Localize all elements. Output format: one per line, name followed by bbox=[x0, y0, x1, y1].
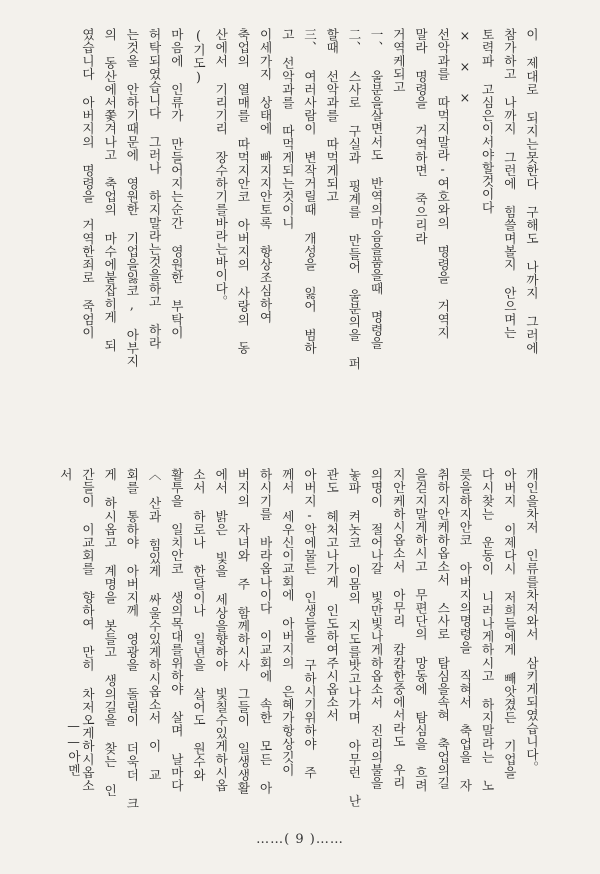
text-column: 선악과를 따먹지말라-여호와의 명령을 거역지 bbox=[435, 28, 451, 339]
text-column: 버지의 자녀와 주 함께하시사 그들이 일생생활 bbox=[235, 468, 251, 795]
text-column: 였습니다 아버지의 명령을 거역한죄로 죽엄이 bbox=[80, 28, 95, 339]
text-column: 회를 통하야 아버지께 영광을 돌림이 더욱더 크 bbox=[124, 468, 140, 810]
text-column: 의명이 절어나갈 빛만빛나게하옵소서 진리의불을 bbox=[368, 468, 384, 790]
text-column: 께서 세우신이교회에 아버지의 은혜가항상깃이 bbox=[279, 468, 295, 777]
text-column: 는것을 안하기때문에 영원한 기업을잃코, 아부지 bbox=[124, 28, 140, 368]
text-column: 다시찾는 운동이 니러나게하시고 하지말라는 노 bbox=[479, 468, 495, 792]
text-column: 축업의 열매를 따먹지안코 아버지의 사랑의 동 bbox=[235, 28, 251, 355]
text-column: 간들이 이교회를 향하여 만히 차저오게하시옵소 bbox=[80, 468, 95, 792]
text-column: 개인을차저 인류를차저와서 삼키게되였습니다。 bbox=[524, 468, 539, 775]
text-column: 이 제대로 되지는못한다 구해도 나까지 그러에 bbox=[524, 28, 539, 355]
text-column: 二、 스사로 구실과 핑계를 만들어 울분의을 퍼 bbox=[346, 28, 362, 370]
text-column: 참가하고 나까지 그런에 힘쓸며볼지 안으며는 bbox=[501, 28, 517, 339]
text-column: 할때 선악과를 따먹게되고 bbox=[324, 28, 340, 204]
text-column: 놓파 켜놋코 이몸의 지도를밧고나가며 아무런 난 bbox=[346, 468, 362, 808]
text-column: 마음에 인류가 만들어지는순간 영원한 부탁이 bbox=[168, 28, 184, 339]
text-column: 아버지 이제다시 저희들에게 빼앗겼든 기업을 bbox=[501, 468, 517, 779]
text-column: 아버지-악에물든 인생들을 구하시기위하야 주 bbox=[302, 468, 317, 779]
text-column: 활투을 일치안코 생의목대를위하야 살며 날마다 bbox=[168, 468, 184, 792]
text-column: 지안케하시옵소서 아무리 캄캄한중에서라도 우리 bbox=[390, 468, 406, 790]
text-column: 서 bbox=[57, 468, 73, 482]
text-column: 을걷지말게하시고 무편단의 망동에 탐심을 흐려 bbox=[413, 468, 428, 792]
text-column: 게 하시옵고 계명을 봇들고 생의길을 찾는 인 bbox=[102, 468, 118, 797]
closing-amen: —— 아멘 bbox=[64, 718, 83, 777]
text-column: 一、 울분을살면서도 반역의마음을품을때 명령을 bbox=[368, 28, 384, 350]
text-column: 거역케되고 bbox=[390, 28, 406, 94]
text-column: 산에서 기리기리 장수하기를바라는바이다。 bbox=[213, 28, 229, 308]
text-column: 의 동산에서쫓겨나고 축업의 마수에붙잡히게 되 bbox=[102, 28, 118, 352]
text-column: 고 선악과를 따먹게되는것이니 bbox=[279, 28, 295, 230]
page-number: ……( 9 )…… bbox=[256, 832, 344, 847]
text-column: 취하지안케하옵소서 스사로 탐심을속혀 축업의길 bbox=[435, 468, 451, 790]
text-column: 토력파 고심은이서야할것이다 bbox=[479, 28, 495, 214]
text-column: 하시기를 바라옵나이다 이교회에 속한 모든 아 bbox=[257, 468, 273, 795]
text-column: 에서 밝은 빛을 세상을향하야 빛칠수있게하시옵 bbox=[213, 468, 229, 792]
text-column: 〈 산과 힘있게 싸울수있게하시옵소서 이 교 bbox=[146, 468, 162, 782]
text-column: 三、 여러사람이 변작거릴때 개성을 잃어 범하 bbox=[302, 28, 317, 355]
text-column: 이세가지 상태에 빠지지안토록 항상조심하여 bbox=[257, 28, 273, 324]
text-column: 허탁되였습니다 그러나 하지말라는것을하고 하라 bbox=[146, 28, 162, 350]
text-column: 소서 하로나 한달이나 일년을 살어도 원수와 bbox=[191, 468, 206, 782]
text-column: 관도 헤처고나가게 인도하여주시옵소서 bbox=[324, 468, 340, 722]
text-column: × × × bbox=[457, 28, 473, 106]
text-column: 말라 명령을 거역하면 죽으리라 bbox=[413, 28, 428, 245]
text-column: (기도) bbox=[191, 28, 206, 86]
text-column: 릇을하지안코 아버지의명령을 직혀서 축업을 자 bbox=[457, 468, 473, 792]
